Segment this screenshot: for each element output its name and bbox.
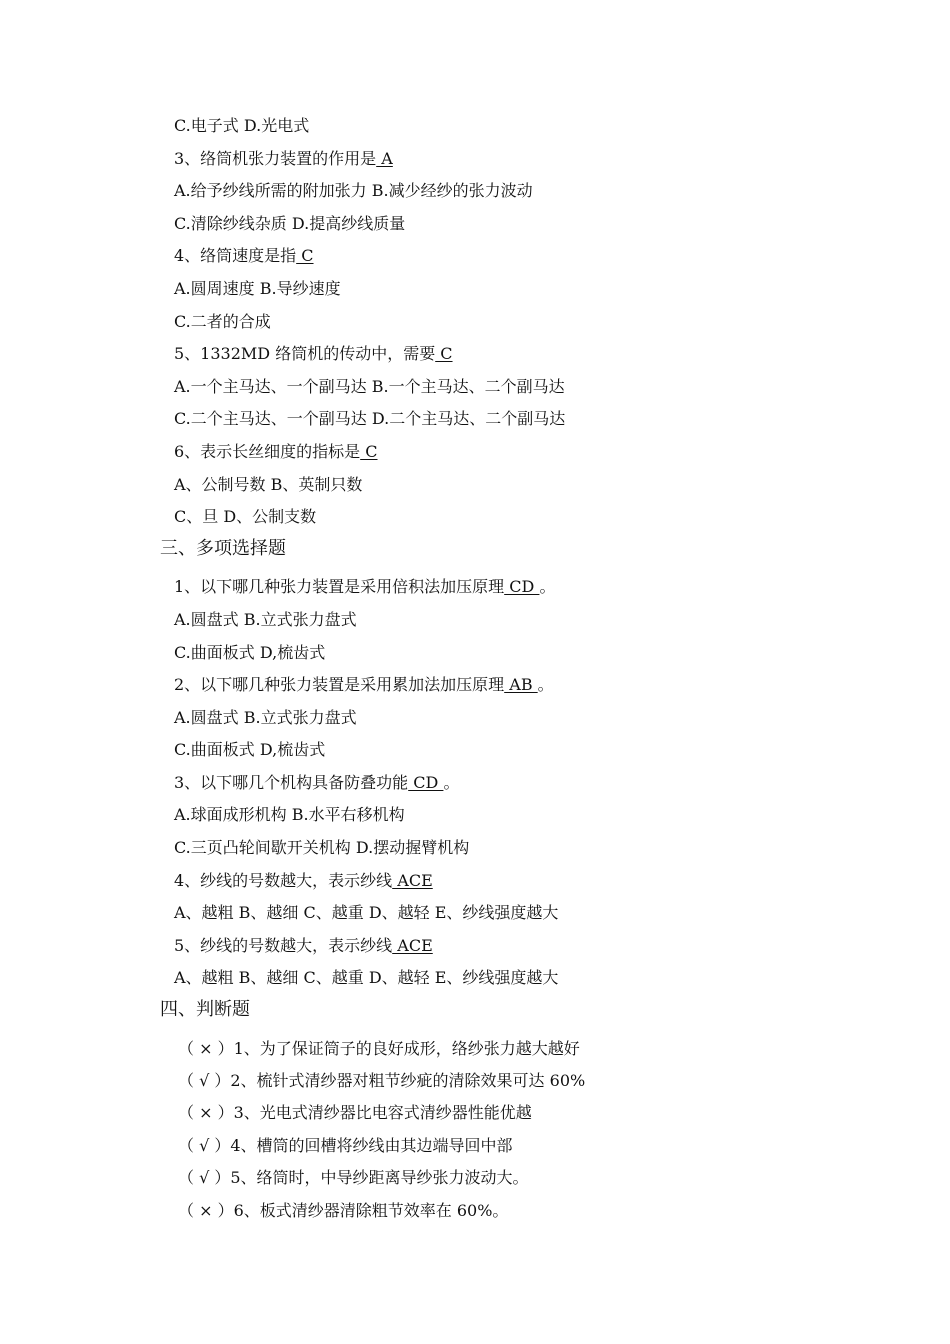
question-line [174,442,378,462]
question-line [174,675,554,695]
option-line: C.曲面板式 D,梳齿式 [174,643,326,662]
question-text: 3、络筒机张力装置的作用是 [174,149,377,168]
option-line: A.球面成形机构 B.水平右移机构 [174,805,405,824]
option-line: C.电子式 D.光电式 [174,116,310,135]
option-line: A.给予纱线所需的附加张力 B.减少经纱的张力波动 [174,181,533,200]
question-text: 1、以下哪几种张力装置是采用倍积法加压原理 [174,577,505,596]
option-line: A.圆盘式 B.立式张力盘式 [174,610,357,629]
answer-blank: C [296,246,314,265]
option-line: C.二个主马达、一个副马达 D.二个主马达、二个副马达 [174,409,566,428]
true-false-item: （ × ）3、光电式清纱器比电容式清纱器性能优越 [178,1103,532,1122]
question-line [174,936,433,956]
question-text: 3、以下哪几个机构具备防叠功能 [174,773,409,792]
section-heading: 三、多项选择题 [160,538,286,559]
option-line: C.三页凸轮间歇开关机构 D.摆动握臂机构 [174,838,470,857]
true-false-item: （ × ）1、为了保证筒子的良好成形，络纱张力越大越好 [178,1039,580,1058]
answer-blank: C [435,344,453,363]
question-line [174,577,555,597]
question-line [174,871,433,891]
section-heading: 四、判断题 [160,999,250,1020]
answer-blank: CD [408,773,444,792]
question-text: 5、纱线的号数越大，表示纱线 [174,936,393,955]
option-line: A.一个主马达、一个副马达 B.一个主马达、二个副马达 [174,377,565,396]
true-false-item: （ × ）6、板式清纱器清除粗节效率在 60%。 [178,1201,509,1220]
question-text: 5、1332MD 络筒机的传动中，需要 [174,344,436,363]
true-false-item: （ √ ）4、槽筒的回槽将纱线由其边端导回中部 [178,1136,513,1155]
question-text: 2、以下哪几种张力装置是采用累加法加压原理 [174,675,505,694]
answer-blank: CD [504,577,540,596]
option-line: A.圆周速度 B.导纱速度 [174,279,341,298]
true-false-item: （ √ ）2、梳针式清纱器对粗节纱疵的清除效果可达 60% [178,1071,586,1090]
true-false-item: （ √ ）5、络筒时，中导纱距离导纱张力波动大。 [178,1168,529,1187]
option-line: A、公制号数 B、英制只数 [174,475,363,494]
question-line [174,246,314,266]
question-line [174,773,459,793]
answer-blank: A [376,149,393,168]
option-line: A.圆盘式 B.立式张力盘式 [174,708,357,727]
question-line [174,149,393,169]
option-line: A、越粗 B、越细 C、越重 D、越轻 E、纱线强度越大 [174,903,559,922]
question-line [174,344,453,364]
option-line: C.清除纱线杂质 D.提高纱线质量 [174,214,406,233]
question-text: 6、表示长丝细度的指标是 [174,442,361,461]
question-text: 4、络筒速度是指 [174,246,297,265]
option-line: C.二者的合成 [174,312,271,331]
question-suffix: 。 [443,773,460,792]
answer-blank: ACE [392,936,433,955]
answer-blank: AB [504,675,538,694]
question-text: 4、纱线的号数越大，表示纱线 [174,871,393,890]
option-line: C.曲面板式 D,梳齿式 [174,740,326,759]
question-suffix: 。 [537,675,554,694]
answer-blank: C [360,442,378,461]
question-suffix: 。 [539,577,556,596]
answer-blank: ACE [392,871,433,890]
option-line: C、旦 D、公制支数 [174,507,317,526]
option-line: A、越粗 B、越细 C、越重 D、越轻 E、纱线强度越大 [174,968,559,987]
